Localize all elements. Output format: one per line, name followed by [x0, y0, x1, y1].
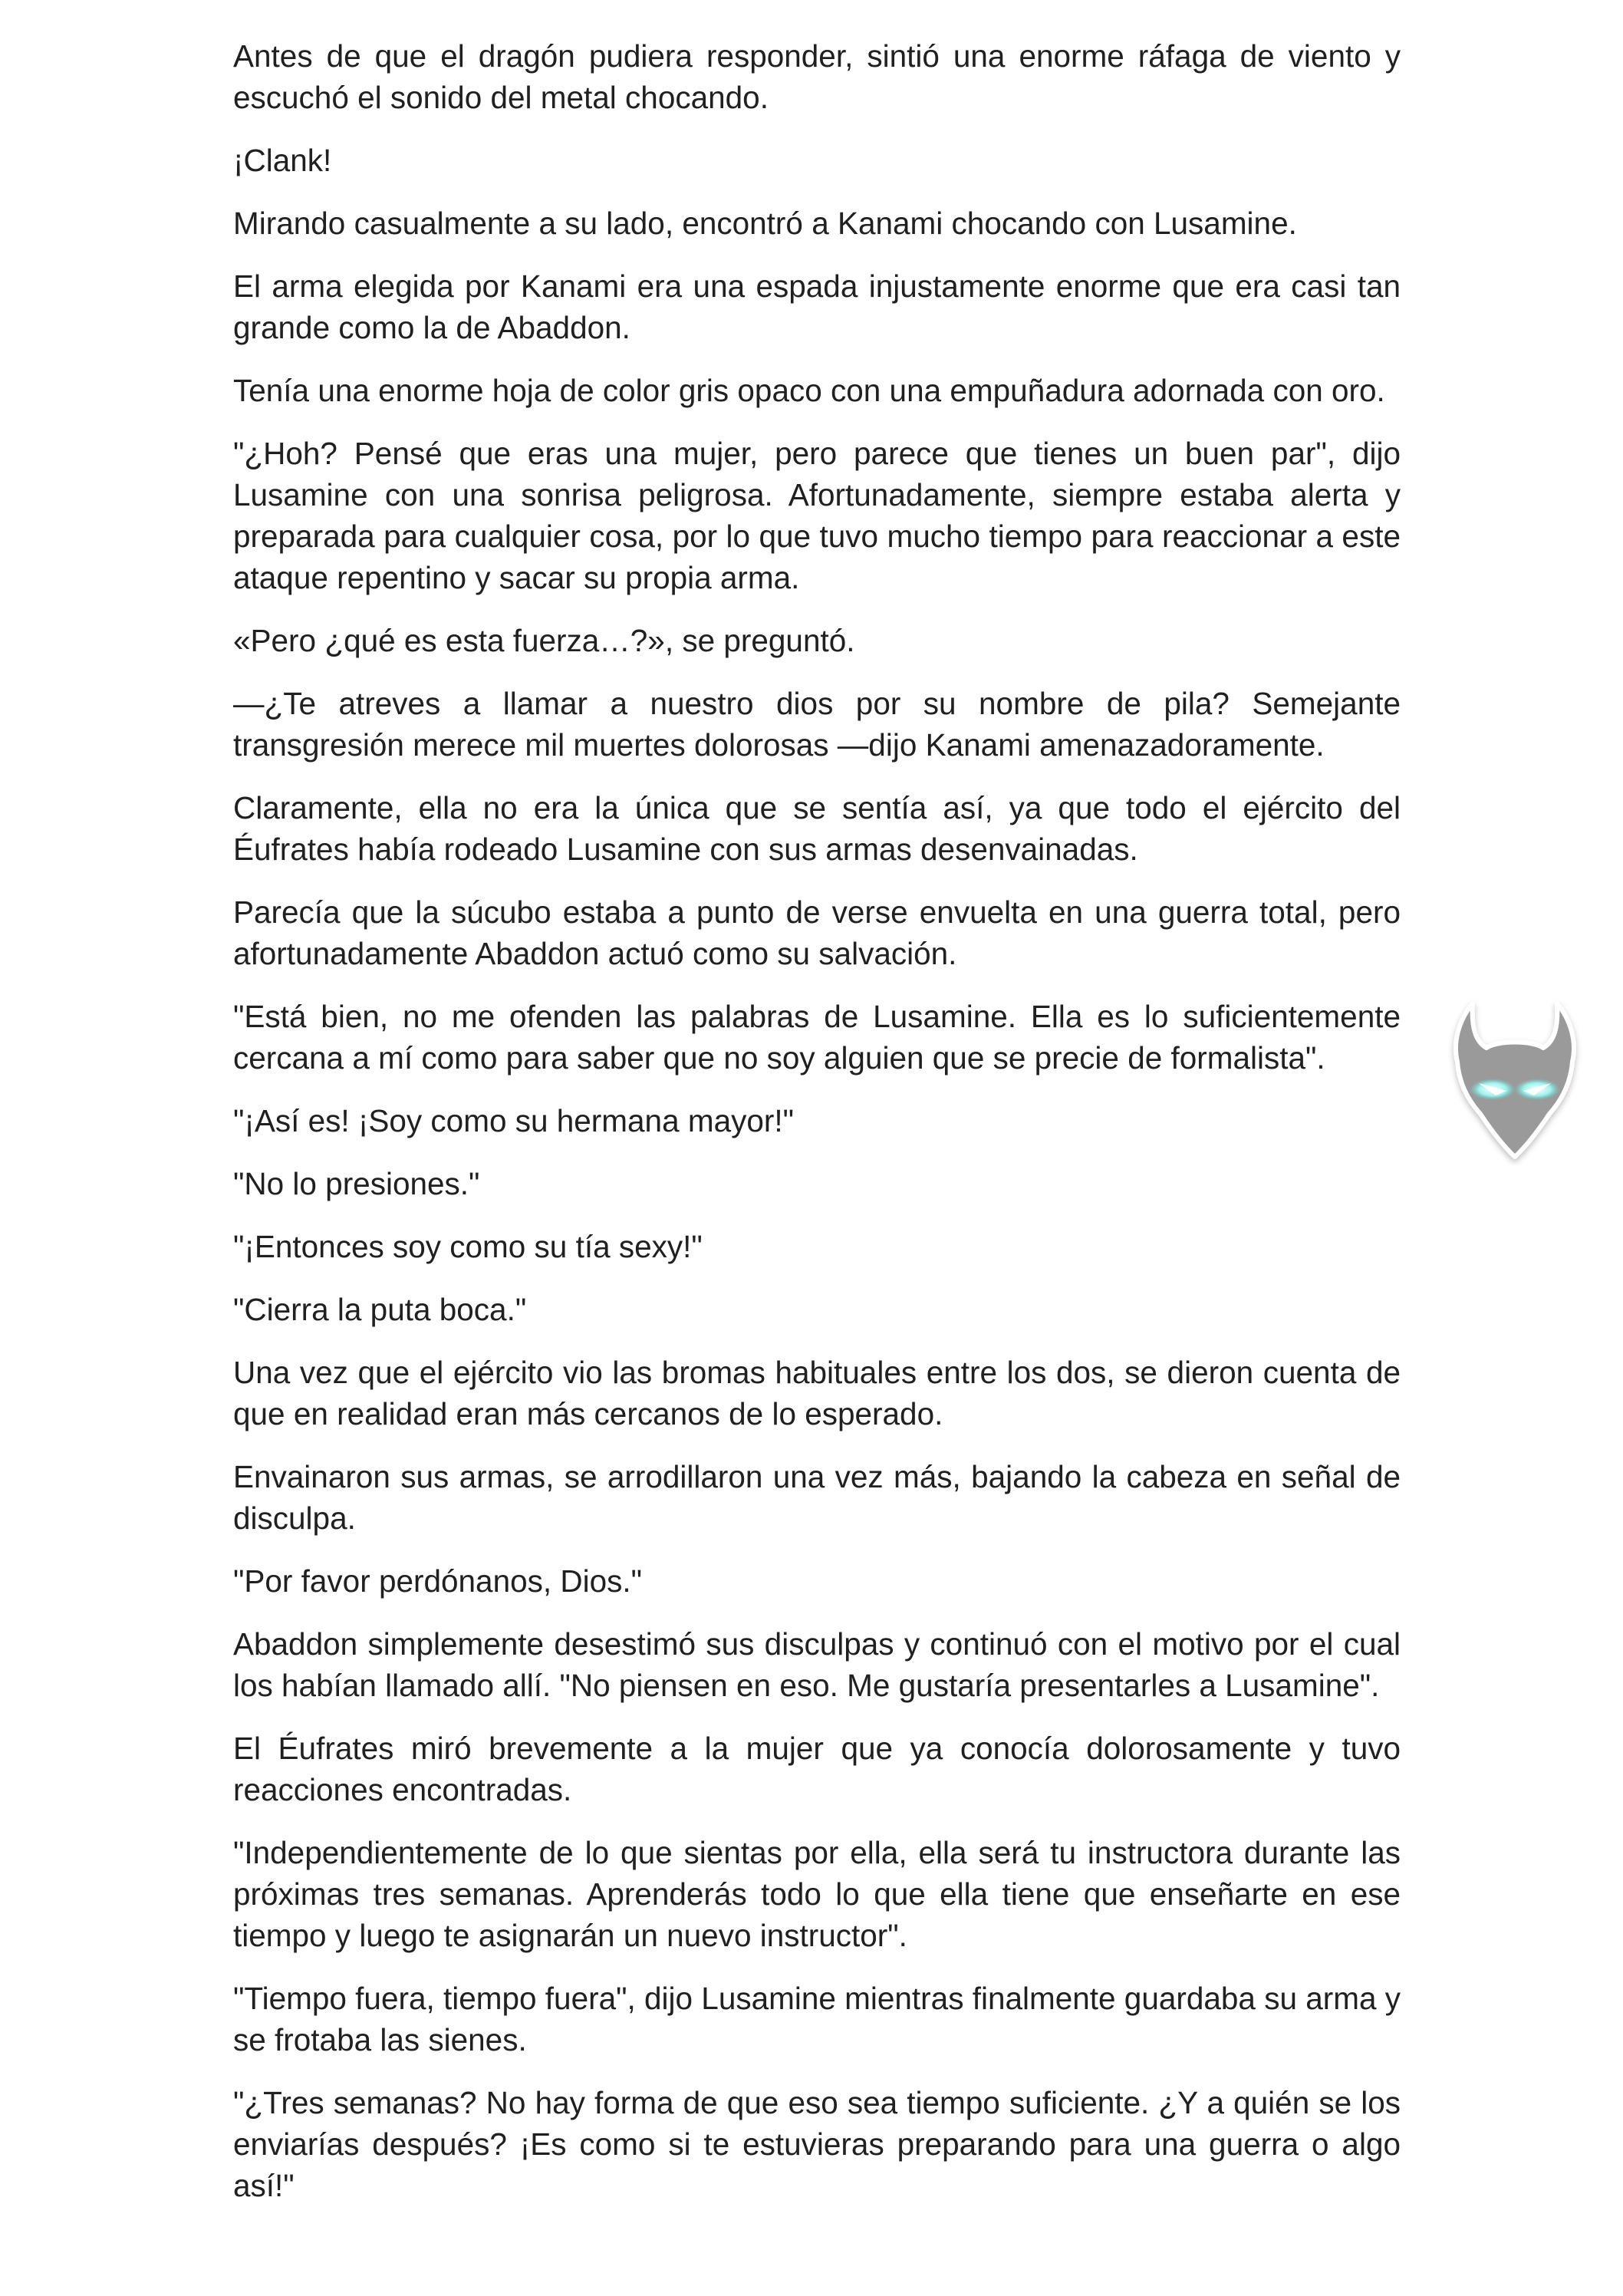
paragraph: Parecía que la súcubo estaba a punto de verse envuelta en una guerra total, pero afortunadamente Abaddon actuó como su salvación.: [233, 894, 1401, 971]
paragraph: "No lo presiones.": [233, 1166, 480, 1201]
paragraph: Envainaron sus armas, se arrodillaron una vez más, bajando la cabeza en señal de disculpa.: [233, 1459, 1401, 1536]
paragraph: Claramente, ella no era la única que se sentía así, ya que todo el ejército del Éufrates había rodeado Lusamine con sus armas desenvainadas.: [233, 790, 1401, 867]
paragraph: Antes de que el dragón pudiera responder, sintió una enorme ráfaga de viento y escuchó el sonido del metal chocando.: [233, 38, 1401, 115]
paragraph: "Independientemente de lo que sientas por ella, ella será tu instructora durante las próximas tres semanas. Aprenderás todo lo que ella tiene que enseñarte en ese tiempo y luego te asignarán un nuevo instructor".: [233, 1835, 1401, 1953]
demon-head-icon: [1442, 997, 1588, 1166]
paragraph: "¡Así es! ¡Soy como su hermana mayor!": [233, 1103, 794, 1138]
paragraph: Una vez que el ejército vio las bromas habituales entre los dos, se dieron cuenta de que en realidad eran más cercanos de lo esperado.: [233, 1355, 1401, 1431]
paragraph: ¡Clank!: [233, 143, 332, 178]
paragraph: "Está bien, no me ofenden las palabras de Lusamine. Ella es lo suficientemente cercana a mí como para saber que no soy alguien que se precie de formalista".: [233, 999, 1401, 1076]
paragraph: Mirando casualmente a su lado, encontró a Kanami chocando con Lusamine.: [233, 206, 1297, 241]
paragraph: Tenía una enorme hoja de color gris opaco con una empuñadura adornada con oro.: [233, 373, 1385, 408]
paragraph: "¿Hoh? Pensé que eras una mujer, pero parece que tienes un buen par", dijo Lusamine con una sonrisa peligrosa. Afortunadamente, siempre estaba alerta y preparada para cualquier cosa, por lo que tuvo mucho tiempo para reaccionar a este ataque repentino y sacar su propia arma.: [233, 436, 1401, 595]
paragraph: «Pero ¿qué es esta fuerza…?», se preguntó.: [233, 623, 855, 658]
paragraph: El arma elegida por Kanami era una espada injustamente enorme que era casi tan grande como la de Abaddon.: [233, 268, 1401, 345]
document-page: [233, 35, 1401, 2206]
paragraph: —¿Te atreves a llamar a nuestro dios por su nombre de pila? Semejante transgresión merece mil muertes dolorosas —dijo Kanami amenazadoramente.: [233, 686, 1401, 763]
paragraph: "¿Tres semanas? No hay forma de que eso sea tiempo suficiente. ¿Y a quién se los enviarías después? ¡Es como si te estuvieras preparando para una guerra o algo así!": [233, 2085, 1401, 2203]
paragraph: "Por favor perdónanos, Dios.": [233, 1563, 643, 1599]
paragraph: "Tiempo fuera, tiempo fuera", dijo Lusamine mientras finalmente guardaba su arma y se frotaba las sienes.: [233, 1981, 1401, 2057]
paragraph: "¡Entonces soy como su tía sexy!": [233, 1229, 703, 1264]
paragraph: Abaddon simplemente desestimó sus disculpas y continuó con el motivo por el cual los habían llamado allí. "No piensen en eso. Me gustaría presentarles a Lusamine".: [233, 1626, 1401, 1703]
paragraph: El Éufrates miró brevemente a la mujer que ya conocía dolorosamente y tuvo reacciones encontradas.: [233, 1731, 1401, 1807]
paragraph: "Cierra la puta boca.": [233, 1292, 527, 1327]
